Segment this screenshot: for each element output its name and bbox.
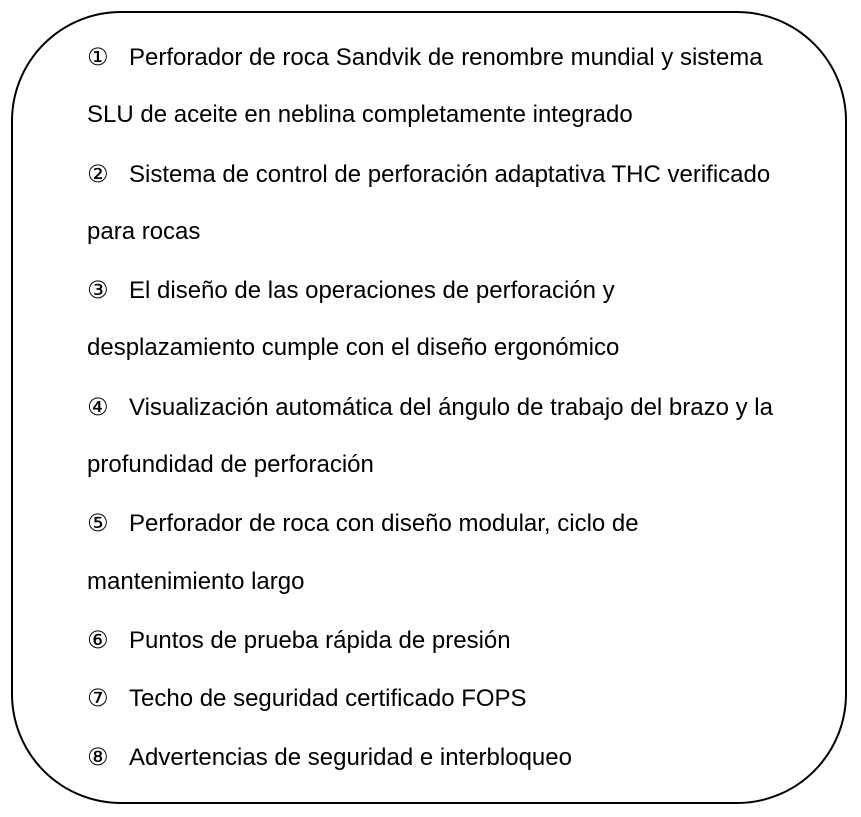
item-text: mantenimiento largo — [87, 567, 305, 595]
list-item-6 — [87, 620, 827, 678]
list-item-7 — [87, 678, 827, 736]
item-text: Sistema de control de perforación adaptativa THC verificado — [129, 160, 771, 188]
list-item-2-line-1 — [87, 154, 827, 212]
item-text: desplazamiento cumple con el diseño ergonómico — [87, 334, 620, 362]
item-number: ⑤ — [87, 509, 109, 538]
list-item-5-line-1 — [87, 503, 827, 561]
list-item-8 — [87, 737, 827, 795]
item-text: Advertencias de seguridad e interbloqueo — [129, 743, 572, 771]
list-item-3-line-1 — [87, 270, 827, 328]
item-number: ⑦ — [87, 684, 109, 713]
item-text: profundidad de perforación — [87, 451, 374, 479]
list-item-1-line-1 — [87, 37, 827, 95]
item-text: Perforador de roca con diseño modular, ciclo de — [129, 510, 639, 538]
list-item-2-line-2 — [87, 212, 827, 270]
feature-list — [87, 37, 827, 795]
item-number: ⑧ — [87, 742, 109, 771]
item-text: Puntos de prueba rápida de presión — [129, 626, 511, 654]
item-text: SLU de aceite en neblina completamente integrado — [87, 101, 633, 129]
item-text: para rocas — [87, 217, 201, 245]
list-item-5-line-2 — [87, 562, 827, 620]
item-text: Perforador de roca Sandvik de renombre mundial y sistema — [129, 44, 763, 71]
item-text: El diseño de las operaciones de perforación y — [129, 277, 615, 305]
item-number: ④ — [87, 392, 109, 421]
list-item-1-line-2 — [87, 95, 827, 153]
item-number: ③ — [87, 276, 109, 305]
item-number: ② — [87, 159, 109, 188]
item-text: Visualización automática del ángulo de trabajo del brazo y la — [129, 393, 773, 421]
item-number: ① — [87, 43, 109, 71]
item-number: ⑥ — [87, 625, 109, 654]
item-text: Techo de seguridad certificado FOPS — [129, 685, 527, 713]
list-item-4-line-1 — [87, 387, 827, 445]
list-item-4-line-2 — [87, 445, 827, 503]
list-item-3-line-2 — [87, 328, 827, 386]
